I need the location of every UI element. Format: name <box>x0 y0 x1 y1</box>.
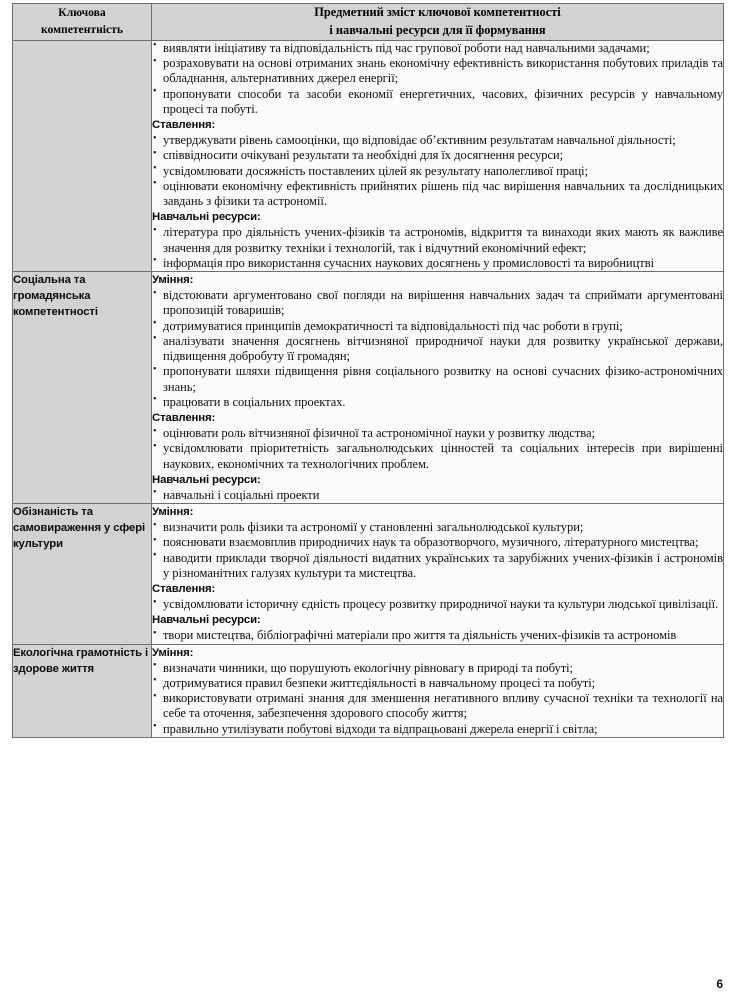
list-item: • дотримуватися правил безпеки життєдіяльності в навчальному процесі та побуті; <box>152 676 723 691</box>
list-item: • співвідносити очікувані результати та необхідні для їх досягнення ресурси; <box>152 148 723 163</box>
list-item: • розраховувати на основі отриманих знань економічну ефективність використання побутових приладів та обладнання, альтернативних джерел енергії; <box>152 56 723 86</box>
list-item: • оцінювати роль вітчизняної фізичної та астрономічної науки у розвитку людства; <box>152 426 723 441</box>
bullet-list <box>152 488 723 503</box>
column-header-subject-content-line1: Предметний зміст ключової компетентності <box>314 5 561 19</box>
table-row <box>13 504 724 645</box>
list-item: • визначити роль фізики та астрономії у становленні загальнолюдської культури; <box>152 520 723 535</box>
section-heading: Навчальні ресурси: <box>152 211 261 224</box>
list-item: • наводити приклади творчої діяльності видатних українських та зарубіжних учених-фізиків і астрономів у різноманітних галузях культури та мистецтва. <box>152 551 723 581</box>
list-item: • використовувати отримані знання для зменшення негативного впливу сучасної техніки та технології на себе та оточення, забезпечення здорового способу життя; <box>152 691 723 721</box>
section-heading: Уміння: <box>152 646 194 659</box>
section-heading: Уміння: <box>152 274 194 287</box>
key-competency-cell <box>13 40 152 271</box>
bullet-list <box>152 520 723 581</box>
table-row <box>13 272 724 504</box>
list-item: • пропонувати шляхи підвищення рівня соціального розвитку на основі сучасних фізико-астрономічних знань; <box>152 364 723 394</box>
list-item: • навчальні і соціальні проекти <box>152 488 723 503</box>
list-item: • визначати чинники, що порушують екологічну рівновагу в природі та побуті; <box>152 661 723 676</box>
bullet-list <box>152 133 723 209</box>
competency-content-cell <box>152 272 724 504</box>
competency-content-cell <box>152 504 724 645</box>
competency-content-cell <box>152 40 724 271</box>
competency-table <box>12 3 724 738</box>
bullet-list <box>152 288 723 410</box>
list-item: • оцінювати економічну ефективність прийнятих рішень під час вирішення навчальних та дослідницьких завдань з фізики та астрономії. <box>152 179 723 209</box>
section-heading: Ставлення: <box>152 583 216 596</box>
list-item: • усвідомлювати історичну єдність процесу розвитку природничої науки та культури людської цивілізації. <box>152 597 723 612</box>
list-item: • твори мистецтва, бібліографічні матеріали про життя та діяльність учених-фізиків та астрономів <box>152 628 723 643</box>
table-row <box>13 40 724 271</box>
key-competency-cell: Обізнаність та самовираження у сфері культури <box>13 504 152 645</box>
list-item: • виявляти ініціативу та відповідальність під час групової роботи над навчальними задачами; <box>152 41 723 56</box>
section-heading: Навчальні ресурси: <box>152 473 261 486</box>
column-header-key-competency-line1: Ключова <box>58 6 106 19</box>
list-item: • відстоювати аргументовано свої погляди на вирішення навчальних задач та сприймати аргументовані пропозицій товаришів; <box>152 288 723 318</box>
list-item: • пропонувати способи та засоби економії енергетичних, часових, фізичних ресурсів у навчальному процесі та побуті. <box>152 87 723 117</box>
section-heading: Навчальні ресурси: <box>152 614 261 627</box>
list-item: • працювати в соціальних проектах. <box>152 395 723 410</box>
section-heading: Ставлення: <box>152 119 216 132</box>
bullet-list <box>152 225 723 271</box>
column-header-subject-content <box>152 4 724 41</box>
key-competency-cell: Соціальна та громадянська компетентності <box>13 272 152 504</box>
list-item: • усвідомлювати пріоритетність загальнолюдських цінностей та соціальних інтересів при вирішенні наукових, економічних та технологічних проблем. <box>152 441 723 471</box>
bullet-list <box>152 628 723 643</box>
bullet-list <box>152 426 723 472</box>
list-item: • утверджувати рівень самооцінки, що відповідає об’єктивним результатам навчальної діяльності; <box>152 133 723 148</box>
bullet-list <box>152 597 723 612</box>
section-heading: Ставлення: <box>152 412 216 425</box>
page-number: 6 <box>716 977 723 991</box>
list-item: • дотримуватися принципів демократичності та відповідальності під час роботи в групі; <box>152 319 723 334</box>
column-header-key-competency-line2: компетентність <box>41 23 123 37</box>
column-header-subject-content-line2: і навчальні ресурси для її формування <box>329 22 546 37</box>
list-item: • інформація про використання сучасних наукових досягнень у промисловості та виробництві <box>152 256 723 271</box>
list-item: • аналізувати значення досягнень вітчизняної природничої науки для розвитку української держави, підвищення добробуту її громадян; <box>152 334 723 364</box>
list-item: • правильно утилізувати побутові відходи та відпрацьовані джерела енергії і світла; <box>152 722 723 737</box>
list-item: • усвідомлювати досяжність поставлених цілей як результату наполегливої праці; <box>152 164 723 179</box>
list-item: • література про діяльність учених-фізиків та астрономів, відкриття та винаходи яких мають як важливе значення для розвитку техніки і технологій, так і відчутний економічний ефект; <box>152 225 723 255</box>
competency-content-cell <box>152 644 724 737</box>
table-header-row <box>13 4 724 41</box>
list-item: • пояснювати взаємовплив природничих наук та образотворчого, музичного, літературного мистецтва; <box>152 535 723 550</box>
bullet-list <box>152 661 723 737</box>
table-row <box>13 644 724 737</box>
bullet-list <box>152 41 723 117</box>
column-header-key-competency <box>13 4 152 41</box>
section-heading: Уміння: <box>152 506 194 519</box>
table-header <box>13 4 724 41</box>
table-body <box>13 40 724 737</box>
key-competency-cell: Екологічна грамотність і здорове життя <box>13 644 152 737</box>
